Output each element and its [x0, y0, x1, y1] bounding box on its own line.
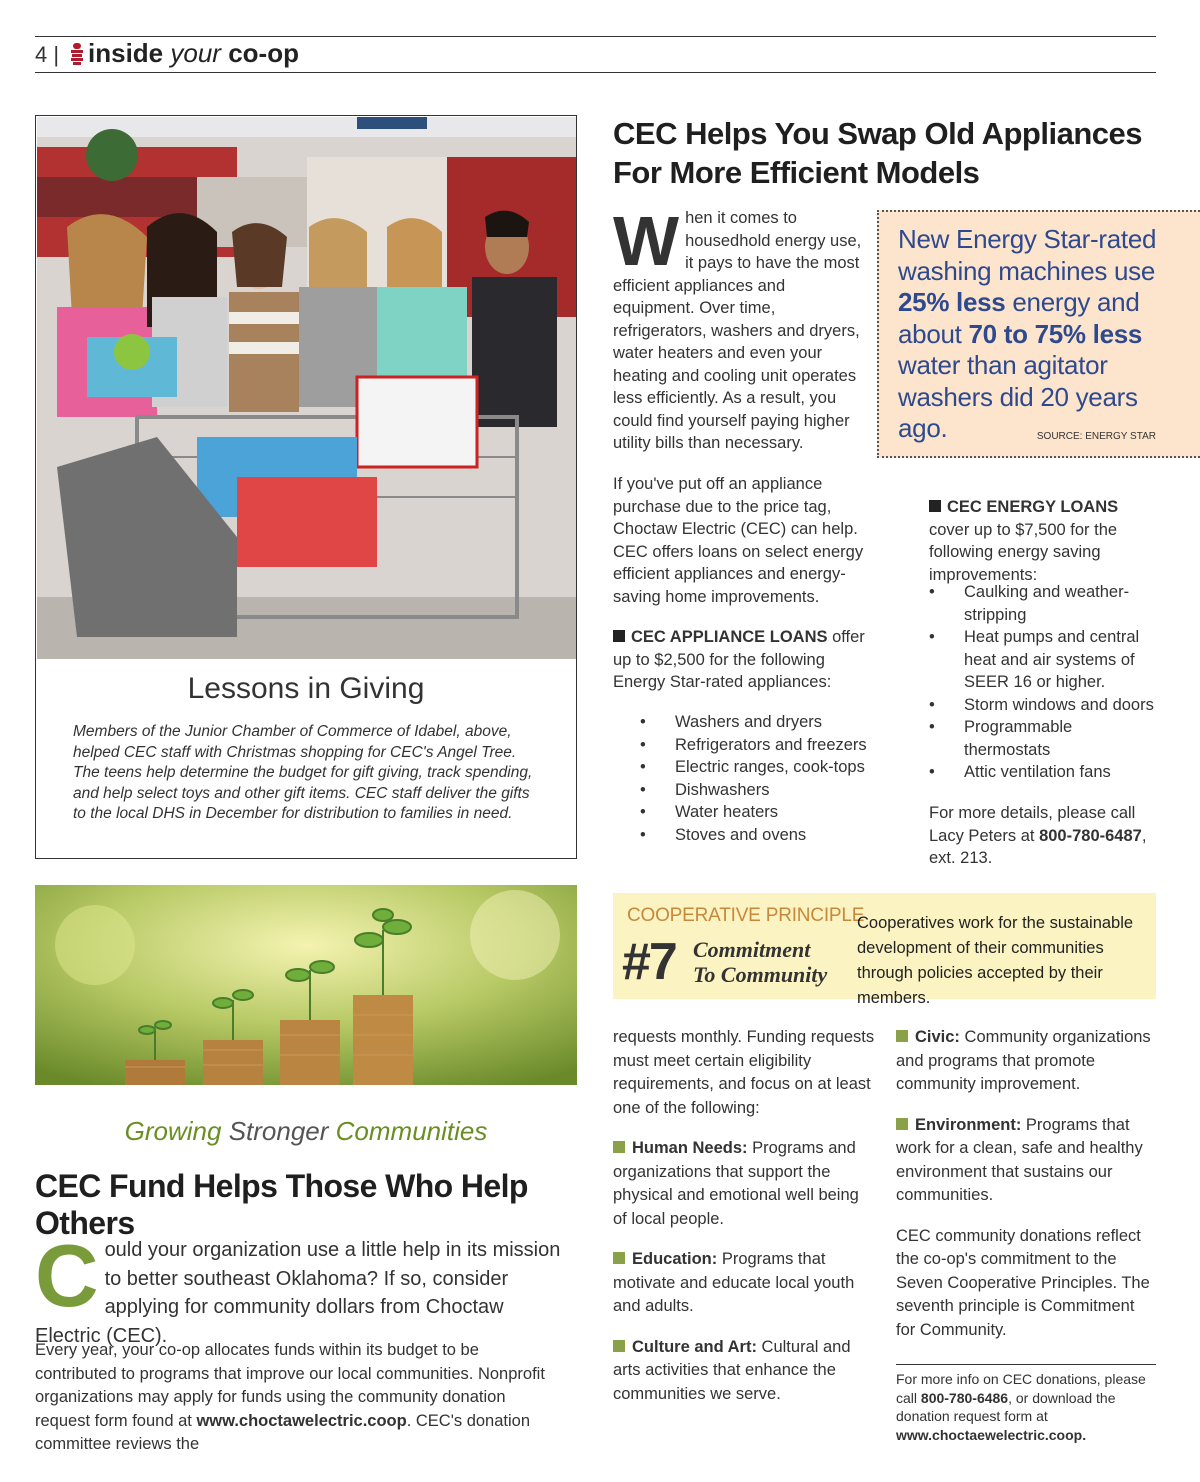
contact-ext: , ext. 213. — [929, 826, 1147, 867]
footnote-rule — [896, 1364, 1156, 1365]
callout-line2: energy and about — [898, 287, 1140, 349]
contact-phone: 800-780-6487 — [1039, 826, 1142, 845]
fund-headline: CEC Fund Helps Those Who Help Others — [35, 1168, 528, 1241]
fund-col2-intro: requests monthly. Funding requests must meet certain eligibility requirements, and focus on at least one of the following: — [613, 1028, 875, 1117]
principle-title — [693, 937, 827, 987]
category-text: Programs that work for a clean, safe and healthy environment that sustains our communities. — [896, 1115, 1143, 1204]
category-item — [613, 1336, 875, 1407]
appliances-headline-line2: For More Efficient Models — [613, 155, 980, 190]
list-item: • Caulking and weather-stripping — [929, 581, 1159, 626]
principle-description: Cooperatives work for the sustainable development of their communities through policies accepted by their members. — [857, 914, 1134, 1007]
appliance-loans-label: CEC APPLIANCE LOANS — [631, 628, 828, 646]
fund-closing: CEC community donations reflect the co-op's commitment to the Seven Cooperative Principles. The seventh principle is Commitment for Community. — [896, 1226, 1150, 1339]
square-bullet-icon — [929, 500, 941, 512]
coop-logo-icon — [70, 42, 84, 66]
square-bullet-icon — [613, 1340, 625, 1352]
square-bullet-icon — [613, 1141, 625, 1153]
header-top-rule — [35, 36, 1156, 37]
fund-dropcap: C — [35, 1226, 99, 1325]
list-item: • Storm windows and doors — [929, 694, 1159, 717]
callout-text — [898, 224, 1188, 445]
list-item: • Programmable thermostats — [929, 716, 1159, 761]
kicker-stronger: Stronger — [228, 1116, 329, 1146]
energy-loans-label: CEC ENERGY LOANS — [947, 498, 1119, 516]
appliances-dropcap: W — [613, 202, 680, 280]
square-bullet-icon — [613, 630, 625, 642]
category-label: Environment: — [915, 1115, 1022, 1134]
fund-lead-text: ould your organization use a little help in its mission to better southeast Oklahoma? If so, consider applying for community dollars from Choctaw Electric (CEC). — [35, 1239, 561, 1347]
callout-line3: water than agitator washers did 20 years ago. — [898, 350, 1138, 443]
footnote-phone: 800-780-6486 — [920, 1389, 1009, 1406]
energy-loans-heading — [929, 496, 1159, 586]
appliance-loans-text: offer up to $2,500 for the following Energy Star-rated appliances: — [613, 628, 865, 691]
category-item — [613, 1137, 875, 1231]
footnote-text: For more info on CEC donations, please call — [896, 1371, 1146, 1406]
footnote-mid: , or download the donation request form at — [896, 1389, 1116, 1424]
square-bullet-icon — [896, 1118, 908, 1130]
photo-caption: Members of the Junior Chamber of Commerce of Idabel, above, helped CEC staff with Christmas shopping for CEC's Angel Tree. The teens help determine the budget for gift giving, track spending, and help select toys and other gift items. CEC staff deliver the gifts to the local DHS in December for distribution to families in need. — [73, 723, 533, 822]
header-bottom-rule — [35, 72, 1156, 73]
list-item: • Refrigerators and freezers — [640, 734, 880, 757]
appliances-para2: If you've put off an appliance purchase due to the price tag, Choctaw Electric (CEC) can help. CEC offers loans on select energy efficient appliances and energy-saving home improvements. — [613, 475, 864, 606]
teens-shopping-photo — [37, 117, 576, 659]
list-item: • Electric ranges, cook-tops — [640, 756, 880, 779]
section-title-coop: co-op — [228, 38, 299, 68]
category-item — [896, 1026, 1158, 1097]
list-item: • Dishwashers — [640, 779, 880, 802]
category-label: Education: — [632, 1250, 718, 1268]
fund-body-text: Every year, your co-op allocates funds within its budget to be contributed to programs that improve our local communities. Nonprofit organizations may apply for funds using the community donation request form found at — [35, 1341, 545, 1430]
appliance-loans-heading — [613, 626, 873, 694]
category-text: Programs that motivate and educate local youth and adults. — [613, 1250, 855, 1315]
fund-column-2 — [613, 1026, 875, 1423]
coin-stacks-photo — [35, 885, 577, 1085]
kicker-growing: Growing — [124, 1116, 222, 1146]
category-label: Culture and Art: — [632, 1337, 757, 1356]
list-item: • Heat pumps and central heat and air systems of SEER 16 or higher. — [929, 626, 1159, 694]
callout-line1: New Energy Star-rated washing machines use — [898, 224, 1157, 286]
page-number: 4 | — [35, 42, 60, 67]
callout-bold2: 70 to 75% less — [968, 318, 1143, 349]
callout-source: SOURCE: ENERGY STAR — [1036, 431, 1156, 442]
fund-body-url[interactable]: www.choctawelectric.coop — [196, 1411, 407, 1430]
category-text: Community organizations and programs that promote community improvement. — [896, 1028, 1151, 1093]
photo-title: Lessons in Giving — [187, 672, 425, 705]
section-title-inside: inside — [88, 38, 164, 68]
category-label: Human Needs: — [632, 1139, 748, 1157]
contact-text: For more details, please call Lacy Peters at — [929, 804, 1136, 845]
principle-title-line2: To Community — [693, 962, 828, 987]
fund-kicker — [35, 1116, 577, 1147]
list-item: • Attic ventilation fans — [929, 761, 1159, 784]
principle-number: #7 — [622, 933, 676, 991]
category-text: Programs and organizations that support the physical and emotional well being of local people. — [613, 1139, 859, 1228]
square-bullet-icon — [613, 1252, 625, 1264]
fund-lead — [35, 1226, 565, 1350]
category-text: Cultural and arts activities that enhance the communities we serve. — [613, 1337, 851, 1403]
callout-bold1: 25% less — [898, 287, 1006, 317]
appliance-list — [640, 711, 880, 846]
list-item: • Washers and dryers — [640, 711, 880, 734]
fund-footnote — [896, 1370, 1158, 1444]
section-title — [88, 38, 299, 69]
kicker-communities: Communities — [335, 1116, 488, 1146]
appliances-intro — [613, 202, 863, 455]
fund-body — [35, 1339, 565, 1457]
category-label: Civic: — [915, 1028, 960, 1046]
appliances-headline — [613, 114, 1173, 192]
appliances-contact — [929, 802, 1159, 870]
principle-label: COOPERATIVE PRINCIPLE — [627, 905, 865, 926]
fund-body-end: . CEC's donation committee reviews the — [35, 1411, 531, 1453]
category-item — [896, 1114, 1158, 1208]
principle-title-line1: Commitment — [693, 937, 811, 962]
list-item: • Stoves and ovens — [640, 824, 880, 847]
energy-list — [929, 581, 1159, 784]
appliances-intro-text: hen it comes to housedhold energy use, it pays to have the most efficient appliances and equipment. Over time, refrigerators, washers and dryers, water heaters and even your heating and cooling unit operates less efficiently. As a result, you could find yourself paying higher utility bills than necessary. — [613, 209, 862, 452]
fund-column-3 — [896, 1026, 1158, 1359]
square-bullet-icon — [896, 1030, 908, 1042]
footnote-url[interactable]: www.choctaewelectric.coop. — [896, 1426, 1087, 1443]
category-item — [613, 1248, 875, 1319]
list-item: • Water heaters — [640, 801, 880, 824]
energy-loans-text: cover up to $7,500 for the following energy saving improvements: — [929, 520, 1118, 584]
section-title-your: your — [170, 38, 221, 68]
appliances-headline-line1: CEC Helps You Swap Old Appliances — [613, 116, 1142, 151]
